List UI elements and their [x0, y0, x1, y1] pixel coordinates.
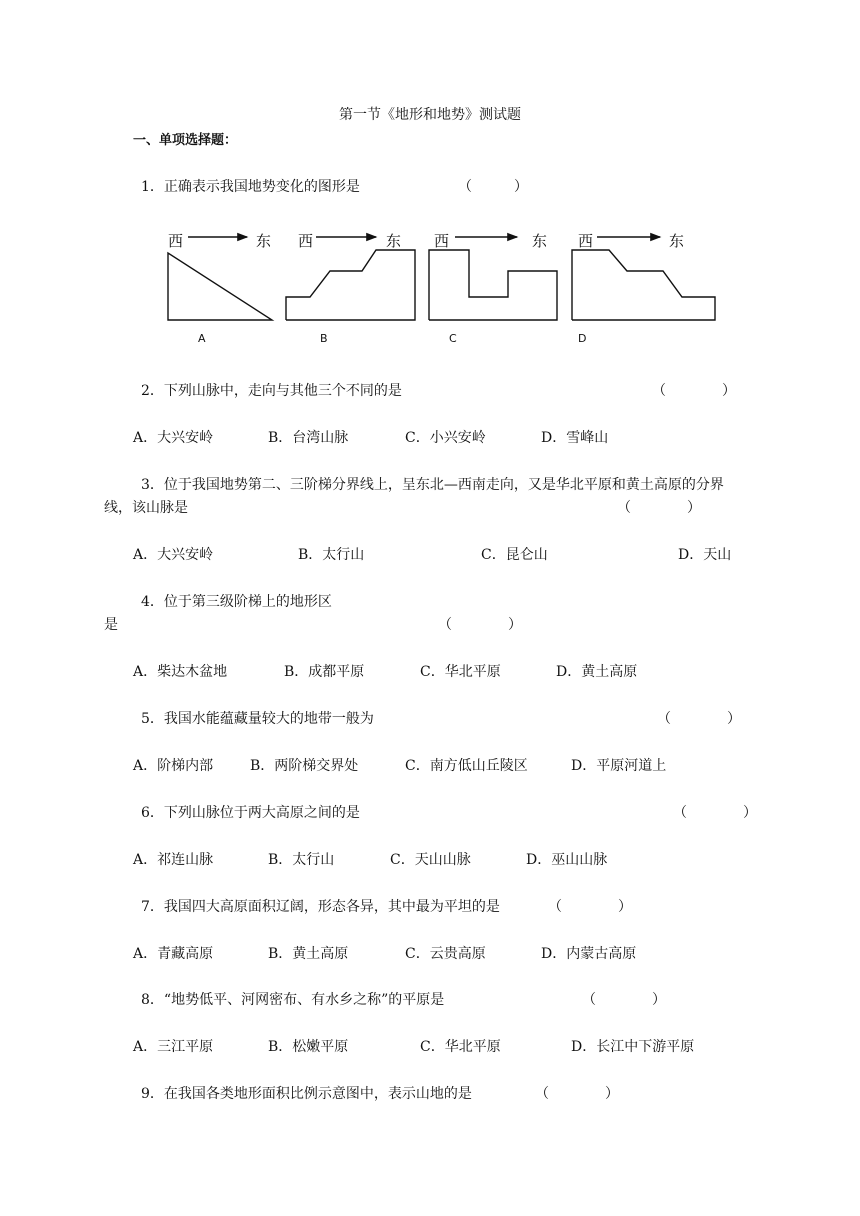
- option-3a: A．大兴安岭: [133, 547, 214, 563]
- option-2b: B．台湾山脉: [268, 430, 349, 446]
- answer-bracket-7: （ ）: [548, 899, 632, 915]
- question-1: 1．正确表示我国地势变化的图形是: [141, 179, 360, 195]
- option-8a: A．三江平原: [133, 1039, 214, 1055]
- option-7c: C．云贵高原: [405, 946, 486, 962]
- west-label-a: 西: [168, 232, 184, 250]
- option-6b: B．太行山: [268, 852, 335, 868]
- option-5d: D．平原河道上: [571, 758, 667, 774]
- question-6: 6．下列山脉位于两大高原之间的是: [141, 805, 360, 821]
- east-label-a: 东: [256, 232, 272, 250]
- question-3: 3．位于我国地势第二、三阶梯分界线上，呈东北—西南走向，又是华北平原和黄土高原的分界: [141, 477, 724, 493]
- east-label-b: 东: [386, 232, 402, 250]
- answer-bracket-5: （ ）: [657, 711, 741, 727]
- option-7d: D．内蒙古高原: [541, 946, 637, 962]
- question-5: 5．我国水能蕴藏量较大的地带一般为: [141, 711, 374, 727]
- option-6c: C．天山山脉: [390, 852, 471, 868]
- option-6a: A．祁连山脉: [133, 852, 214, 868]
- option-8c: C．华北平原: [420, 1039, 501, 1055]
- answer-bracket-6: （ ）: [673, 805, 757, 821]
- west-label-b: 西: [298, 232, 314, 250]
- option-2d: D．雪峰山: [541, 430, 609, 446]
- option-3d: D．天山: [678, 547, 732, 563]
- option-label-a: A: [198, 332, 206, 345]
- answer-bracket-3: （ ）: [617, 500, 701, 516]
- west-label-d: 西: [578, 232, 594, 250]
- option-label-c: C: [449, 332, 457, 345]
- option-6d: D．巫山山脉: [526, 852, 608, 868]
- option-7b: B．黄土高原: [268, 946, 349, 962]
- east-label-c: 东: [532, 232, 548, 250]
- option-2c: C．小兴安岭: [405, 430, 486, 446]
- answer-bracket-2: （ ）: [652, 383, 736, 399]
- option-3b: B．太行山: [298, 547, 365, 563]
- question-2: 2．下列山脉中，走向与其他三个不同的是: [141, 383, 402, 399]
- answer-bracket-9: （ ）: [535, 1086, 619, 1102]
- option-4c: C．华北平原: [420, 664, 501, 680]
- answer-bracket-4: （ ）: [438, 617, 522, 633]
- answer-bracket-1: （ ）: [458, 179, 528, 195]
- option-4b: B．成都平原: [284, 664, 365, 680]
- option-4d: D．黄土高原: [556, 664, 638, 680]
- section-heading: 一、单项选择题：: [133, 133, 238, 148]
- option-label-b: B: [320, 332, 328, 345]
- question-9: 9．在我国各类地形面积比例示意图中，表示山地的是: [141, 1086, 472, 1102]
- option-5c: C．南方低山丘陵区: [405, 758, 528, 774]
- question-4-line2: 是: [104, 617, 118, 633]
- option-8d: D．长江中下游平原: [571, 1039, 695, 1055]
- east-label-d: 东: [669, 232, 685, 250]
- answer-bracket-8: （ ）: [582, 992, 666, 1008]
- option-2a: A．大兴安岭: [133, 430, 214, 446]
- question-4: 4．位于第三级阶梯上的地形区: [141, 594, 332, 610]
- question-3-line2: 线，该山脉是: [104, 500, 188, 516]
- option-4a: A．柴达木盆地: [133, 664, 228, 680]
- option-label-d: D: [578, 332, 587, 345]
- west-label-c: 西: [434, 232, 450, 250]
- option-7a: A．青藏高原: [133, 946, 214, 962]
- option-5b: B．两阶梯交界处: [250, 758, 359, 774]
- question-7: 7．我国四大高原面积辽阔，形态各异，其中最为平坦的是: [141, 899, 500, 915]
- option-8b: B．松嫩平原: [268, 1039, 349, 1055]
- page-title: 第一节《地形和地势》测试题: [339, 107, 521, 123]
- option-5a: A．阶梯内部: [133, 758, 214, 774]
- profile-d: [572, 237, 715, 320]
- question-8: 8．“地势低平、河网密布、有水乡之称”的平原是: [141, 992, 445, 1008]
- option-3c: C．昆仑山: [481, 547, 548, 563]
